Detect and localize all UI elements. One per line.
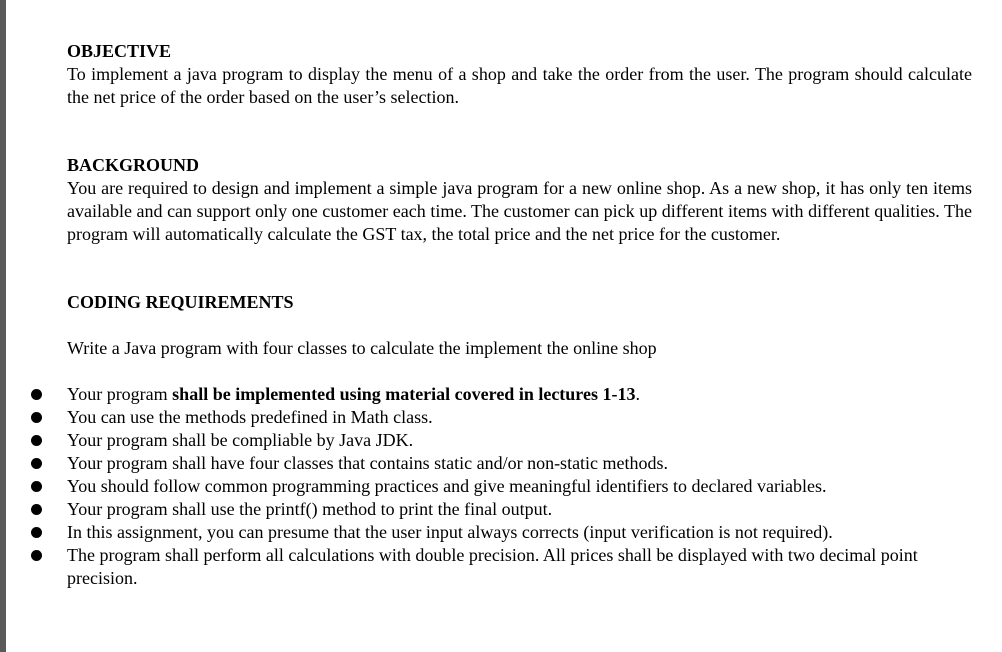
requirements-list — [67, 383, 972, 590]
objective-heading: OBJECTIVE — [67, 41, 172, 61]
requirement-text: You can use the methods predefined in Math class. — [67, 407, 433, 427]
requirement-text: In this assignment, you can presume that the user input always corrects (input verification is not required). — [67, 522, 833, 542]
window-left-border — [0, 0, 6, 652]
requirement-suffix: . — [635, 384, 640, 404]
coding-intro-text: Write a Java program with four classes to calculate the implement the online shop — [67, 338, 657, 358]
requirement-item — [67, 521, 972, 544]
requirement-text: Your program shall have four classes that contains static and/or non-static methods. — [67, 453, 669, 473]
requirement-prefix: Your program — [67, 384, 173, 404]
requirement-item — [67, 498, 972, 521]
background-section — [67, 154, 972, 246]
bullet-icon — [31, 504, 42, 515]
requirement-item — [67, 544, 972, 590]
requirement-item — [67, 452, 972, 475]
background-text: You are required to design and implement a simple java program for a new online shop. As a new shop, it has only ten items available and can support only one customer each time. The customer can pick up different items with different qualities. The program will automatically calculate the GST tax, the total price and the net price for the customer. — [67, 178, 972, 244]
document-page — [67, 40, 972, 590]
bullet-icon — [31, 412, 42, 423]
requirement-item — [67, 475, 972, 498]
requirement-item — [67, 429, 972, 452]
bullet-icon — [31, 481, 42, 492]
requirement-item — [67, 383, 972, 406]
coding-requirements-heading: CODING REQUIREMENTS — [67, 292, 294, 312]
bullet-icon — [31, 458, 42, 469]
objective-section — [67, 40, 972, 109]
coding-requirements-section — [67, 291, 972, 590]
requirement-text: The program shall perform all calculations with double precision. All prices shall be displayed with two decimal point precision. — [67, 545, 918, 588]
requirement-text: You should follow common programming practices and give meaningful identifiers to declared variables. — [67, 476, 827, 496]
bullet-icon — [31, 550, 42, 561]
background-heading: BACKGROUND — [67, 155, 200, 175]
bullet-icon — [31, 527, 42, 538]
requirement-text: Your program shall be compliable by Java JDK. — [67, 430, 414, 450]
objective-text: To implement a java program to display the menu of a shop and take the order from the user. The program should calculate the net price of the order based on the user’s selection. — [67, 64, 972, 107]
requirement-bold-text: shall be implemented using material covered in lectures 1-13 — [172, 384, 636, 404]
bullet-icon — [31, 389, 42, 400]
bullet-icon — [31, 435, 42, 446]
requirement-item — [67, 406, 972, 429]
requirement-text: Your program shall use the printf() method to print the final output. — [67, 499, 553, 519]
